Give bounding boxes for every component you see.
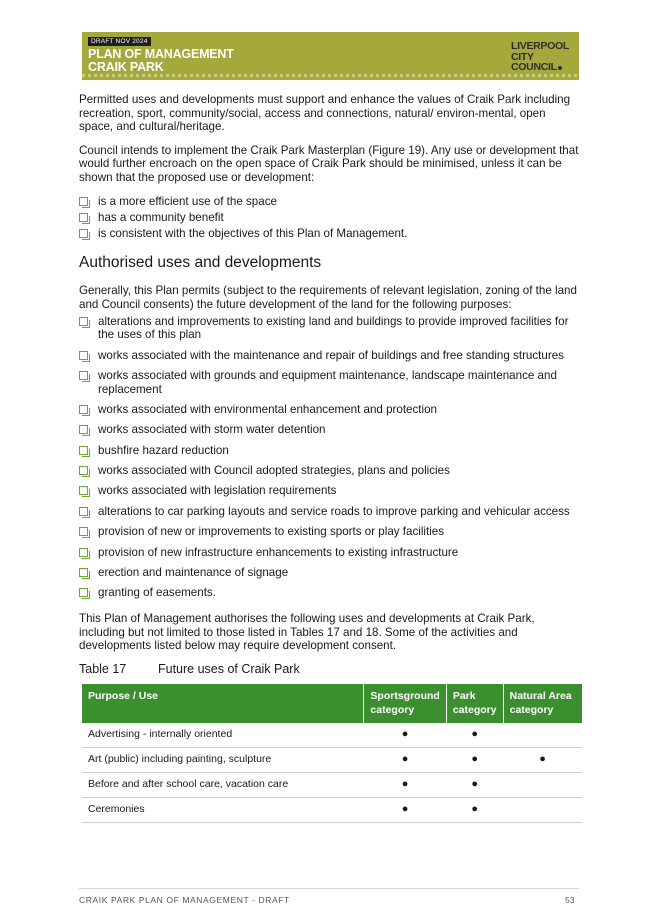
list-item-text: alterations to car parking layouts and service roads to improve parking and vehicular access [98, 504, 570, 518]
table-caption [79, 663, 579, 677]
checkbox-bullet-icon [79, 317, 88, 326]
checkbox-bullet-icon [79, 446, 88, 455]
checkbox-bullet-icon [79, 466, 88, 475]
authorised-paragraph: Generally, this Plan permits (subject to the requirements of relevant legislation, zoning of the land and Council consents) the future development of the land for the following purposes: [79, 284, 577, 311]
draft-badge: DRAFT NOV 2024 [88, 37, 151, 46]
checkbox-bullet-icon [79, 371, 88, 380]
checkbox-bullet-icon [79, 351, 88, 360]
table-cell-natural [503, 797, 582, 822]
table-cell-purpose: Before and after school care, vacation care [82, 772, 364, 797]
header-dotted-rule [82, 74, 579, 77]
list-item-text: works associated with storm water detention [98, 423, 326, 437]
list-item-text: is a more efficient use of the space [98, 194, 277, 208]
table-cell-natural [503, 772, 582, 797]
intro-paragraph-2: Council intends to implement the Craik Park Masterplan (Figure 19). Any use or development that would further encroach on the open space of Craik Park should be minimised, unless it can be shown that the proposed use or development: [79, 143, 579, 184]
page-content [79, 93, 579, 823]
checkbox-bullet-icon [79, 229, 88, 238]
list-item-text: works associated with environmental enhancement and protection [98, 402, 437, 416]
checkbox-bullet-icon [79, 568, 88, 577]
logo-line3: COUNCIL [511, 61, 557, 73]
logo-line1: LIVERPOOL [511, 40, 569, 52]
list-item [79, 586, 579, 600]
checkbox-bullet-icon [79, 197, 88, 206]
list-item-text: works associated with grounds and equipment maintenance, landscape maintenance and replacement [98, 368, 557, 396]
list-item [79, 349, 579, 363]
list-item [79, 423, 579, 437]
document-title [88, 48, 234, 74]
list-item-text: granting of easements. [98, 586, 216, 600]
table-caption-title: Future uses of Craik Park [158, 661, 300, 676]
header-sportsground: Sportsground category [364, 684, 446, 722]
table-cell-park: ● [446, 747, 503, 772]
list-item [79, 484, 579, 498]
checkbox-bullet-icon [79, 486, 88, 495]
list-item-text: is consistent with the objectives of this Plan of Management. [98, 226, 408, 240]
header-park: Park category [446, 684, 503, 722]
table-cell-park: ● [446, 797, 503, 822]
header-purpose: Purpose / Use [82, 684, 364, 722]
council-logo [511, 41, 569, 73]
table-cell-natural: ● [503, 747, 582, 772]
intro-paragraph-1: Permitted uses and developments must support and enhance the values of Craik Park including recreation, sport, community/social, access and connections, natural/ environ-mental, open space, and cultural/heritage. [79, 93, 571, 134]
list-item-text: works associated with Council adopted strategies, plans and policies [98, 464, 450, 478]
section-heading: Authorised uses and developments [79, 254, 322, 272]
logo-line2: CITY [511, 50, 534, 63]
list-item [79, 195, 579, 209]
table-header-row [82, 684, 582, 722]
table-cell-purpose: Advertising - internally oriented [82, 723, 364, 748]
list-item [79, 444, 579, 458]
footer-title: CRAIK PARK PLAN OF MANAGEMENT - DRAFT [79, 895, 290, 905]
list-item-text: works associated with legislation requirements [98, 484, 337, 498]
list-item-text: erection and maintenance of signage [98, 566, 289, 580]
table-cell-park: ● [446, 772, 503, 797]
authorised-bullet-list [79, 315, 579, 600]
table-row [82, 723, 582, 748]
checkbox-bullet-icon [79, 507, 88, 516]
footer-divider [79, 888, 579, 889]
list-item-text: has a community benefit [98, 210, 224, 224]
header-banner [82, 32, 579, 80]
table-cell-natural [503, 723, 582, 748]
table-row [82, 772, 582, 797]
table-row [82, 747, 582, 772]
list-item-text: provision of new or improvements to existing sports or play facilities [98, 525, 445, 539]
list-item [79, 464, 579, 478]
list-item [79, 369, 579, 396]
list-item-text: alterations and improvements to existing land and buildings to provide improved facilities for the uses of this plan [98, 314, 569, 342]
list-item [79, 315, 579, 342]
future-uses-table [82, 684, 582, 822]
checkbox-bullet-icon [79, 548, 88, 557]
intro-bullet-list [79, 195, 579, 241]
table-cell-purpose: Art (public) including painting, sculpture [82, 747, 364, 772]
page-number: 53 [565, 895, 575, 905]
list-item [79, 505, 579, 519]
logo-line3-wrap [511, 62, 569, 73]
list-item [79, 566, 579, 580]
list-item [79, 211, 579, 225]
table-cell-sportsground: ● [364, 772, 446, 797]
list-item [79, 525, 579, 539]
table-cell-park: ● [446, 723, 503, 748]
table-row [82, 797, 582, 822]
list-item [79, 227, 579, 241]
list-item [79, 546, 579, 560]
document-title-line2: CRAIK PARK [88, 60, 164, 74]
checkbox-bullet-icon [79, 527, 88, 536]
table-cell-sportsground: ● [364, 797, 446, 822]
list-item-text: bushfire hazard reduction [98, 443, 229, 457]
checkbox-bullet-icon [79, 405, 88, 414]
list-item-text: works associated with the maintenance and repair of buildings and free standing structures [98, 348, 564, 362]
header-natural-area: Natural Area category [503, 684, 582, 722]
checkbox-bullet-icon [79, 425, 88, 434]
list-item-text: provision of new infrastructure enhancements to existing infrastructure [98, 545, 459, 559]
table-caption-number: Table 17 [79, 661, 127, 676]
logo-dot-icon [558, 66, 562, 70]
table-cell-sportsground: ● [364, 747, 446, 772]
list-item [79, 403, 579, 417]
closing-paragraph: This Plan of Management authorises the following uses and developments at Craik Park, including but not limited to those listed in Tables 17 and 18. Some of the activities and developments listed below may require development consent. [79, 612, 535, 653]
table-cell-purpose: Ceremonies [82, 797, 364, 822]
checkbox-bullet-icon [79, 588, 88, 597]
table-cell-sportsground: ● [364, 723, 446, 748]
checkbox-bullet-icon [79, 213, 88, 222]
document-title-line1: PLAN OF MANAGEMENT [88, 47, 234, 61]
